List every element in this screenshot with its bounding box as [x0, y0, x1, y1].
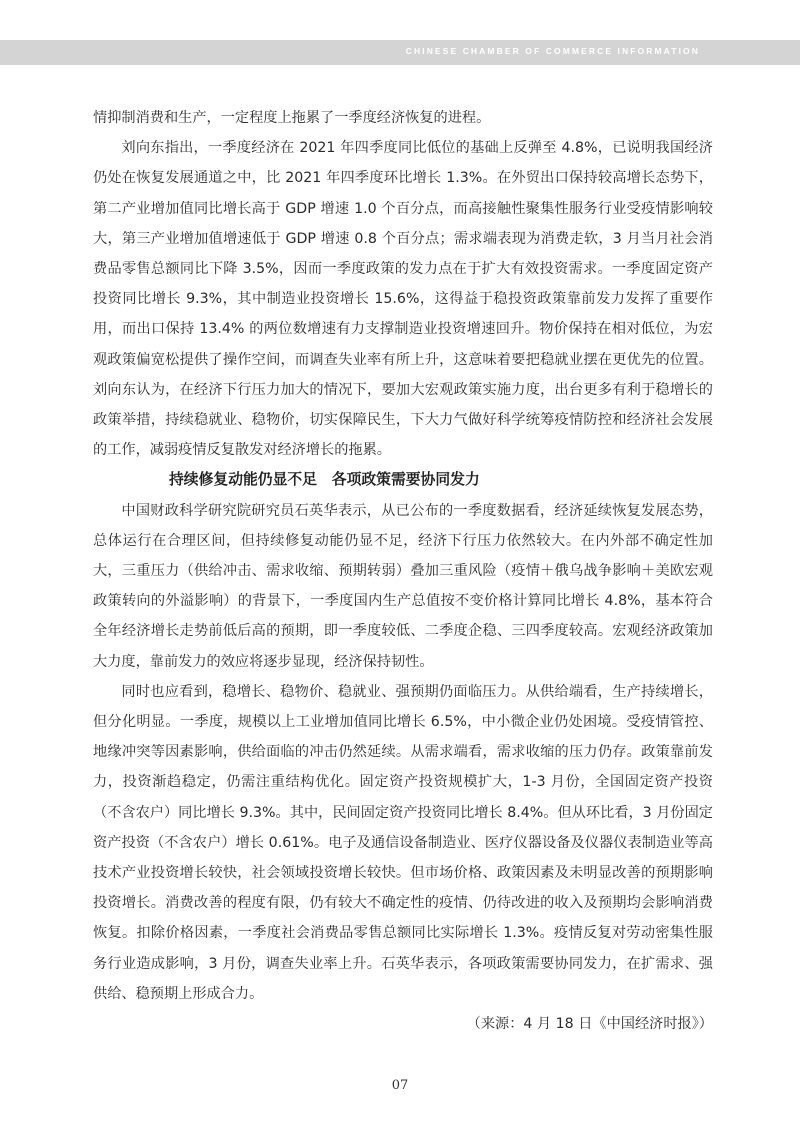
paragraph-shi-yinghua: 中国财政科学研究院研究员石英华表示，从已公布的一季度数据看，经济延续恢复发展态势，总体运行在合理区间，但持续修复动能仍显不足，经济下行压力依然较大。在内外部不确定性加大，三重压力（供给冲击、需求收缩、预期转弱）叠加三重风险（疫情＋俄乌战争影响＋美欧宏观政策转向的外溢影响）的背景下，一季度国内生产总值按不变价格计算同比增长 4.8%，基本符合全年经济增长走势前低后高的预期，即一季度较低、二季度企稳、三四季度较高。宏观经济政策加大力度，靠前发力的效应将逐步显现，经济保持韧性。	[93, 502, 713, 670]
section-subheading: 持续修复动能仍显不足 各项政策需要协同发力	[169, 471, 480, 489]
paragraph-pressure: 同时也应看到，稳增长、稳物价、稳就业、强预期仍面临压力。从供给端看，生产持续增长，但分化明显。一季度，规模以上工业增加值同比增长 6.5%，中小微企业仍处困境。受疫情管控、地缘冲突等因素影响，供给面临的冲击仍然延续。从需求端看，需求收缩的压力仍存。政策靠前发力，投资渐趋稳定，仍需注重结构优化。固定资产投资规模扩大，1-3 月份，全国固定资产投资（不含农户）同比增长 9.3%。其中，民间固定资产投资同比增长 8.4%。但从环比看，3 月份固定资产投资（不含农户）增长 0.61%。电子及通信设备制造业、医疗仪器设备及仪器仪表制造业等高技术产业投资增长较快，社会领域投资增长较快。但市场价格、政策因素及未明显改善的预期影响投资增长。消费改善的程度有限，仍有较大不确定性的疫情、仍待改进的收入及预期均会影响消费恢复。扣除价格因素，一季度社会消费品零售总额同比实际增长 1.3%。疫情反复对劳动密集性服务行业造成影响，3 月份，调查失业率上升。石英华表示，各项政策需要协同发力，在扩需求、强供给、稳预期上形成合力。	[93, 683, 713, 1002]
page-number: 07	[391, 1078, 409, 1093]
article-body	[93, 103, 713, 1039]
paragraph-liu-xiangdong: 刘向东指出，一季度经济在 2021 年四季度同比低位的基础上反弹至 4.8%，已说明我国经济仍处在恢复发展通道之中，比 2021 年四季度环比增长 1.3%。在外贸出口保持较高增长态势下，第二产业增加值同比增长高于 GDP 增速 1.0 个百分点，而高接触性聚集性服务行业受疫情影响较大，第三产业增加值增速低于 GDP 增速 0.8 个百分点；需求端表现为消费走软，3 月当月社会消费品零售总额同比下降 3.5%，因而一季度政策的发力点在于扩大有效投资需求。一季度固定资产投资同比增长 9.3%，其中制造业投资增长 15.6%，这得益于稳投资政策靠前发力发挥了重要作用，而出口保持 13.4% 的两位数增速有力支撑制造业投资增速回升。物价保持在相对低位，为宏观政策偏宽松提供了操作空间，而调查失业率有所上升，这意味着要把稳就业摆在更优先的位置。刘向东认为，在经济下行压力加大的情况下，要加大宏观政策实施力度，出台更多有利于稳增长的政策举措，持续稳就业、稳物价，切实保障民生，下大力气做好科学统筹疫情防控和经济社会发展的工作，减弱疫情反复散发对经济增长的拖累。	[93, 140, 713, 459]
running-header: CHINESE CHAMBER OF COMMERCE INFORMATION	[405, 46, 700, 56]
source-citation: （来源：4 月 18 日《中国经济时报》）	[466, 1016, 713, 1033]
paragraph-continuation: 情抑制消费和生产，一定程度上拖累了一季度经济恢复的进程。	[93, 110, 491, 126]
